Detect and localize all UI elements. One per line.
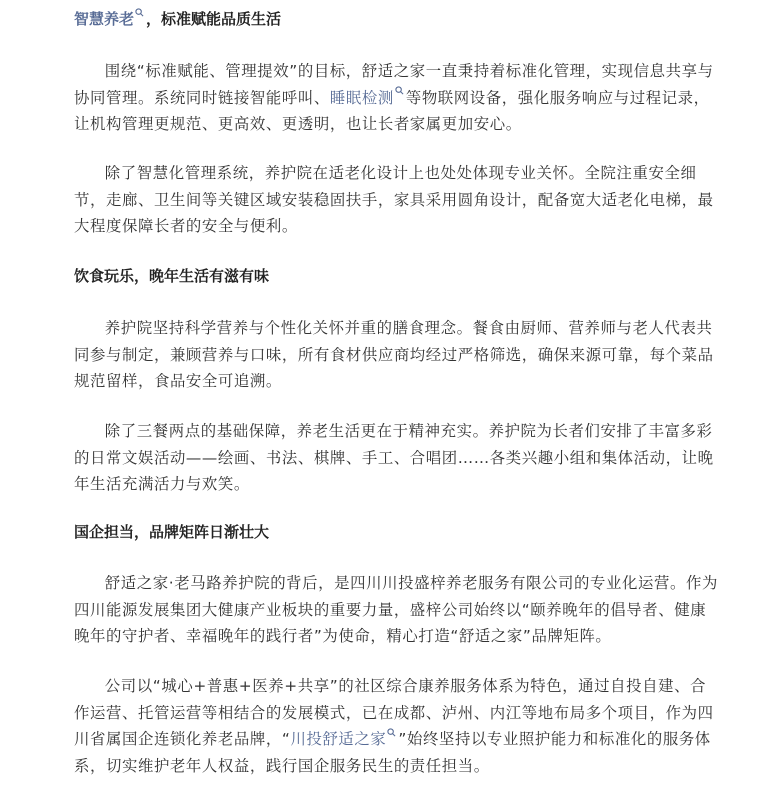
paragraph-text: 等物联网设备，强化服务响应与过程记录，让机构管理更规范、更高效、更透明，也让长者家属更加安心。 xyxy=(74,88,710,133)
search-icon[interactable] xyxy=(387,728,397,738)
paragraph-text: 公司以“城心+普惠+医养+共享”的社区综合康养服务体系为特色，通过自投自建、合作运营、托管运营等相结合的发展模式，已在成都、泸州、内江等地布局多个项目，作为四川省属国企连锁化养老品牌，“ xyxy=(74,677,714,748)
paragraph-text: 围绕“标准赋能、管理提效”的目标，舒适之家一直秉持着标准化管理，实现信息共享与协同管理。系统同时链接智能呼叫、 xyxy=(74,62,714,107)
keyword-link-brand[interactable]: 川投舒适之家 xyxy=(290,730,387,748)
paragraph-recreation: 除了三餐两点的基础保障，养老生活更在于精神充实。养护院为长者们安排了丰富多彩的日常文娱活动——绘画、书法、棋牌、手工、合唱团……各类兴趣小组和集体活动，让晚年生活充满活力与欢笑。 xyxy=(74,422,714,493)
section-heading-dining: 饮食玩乐，晚年生活有滋有味 xyxy=(74,267,270,285)
paragraph-nutrition: 养护院坚持科学营养与个性化关怀并重的膳食理念。餐食由厨师、营养师与老人代表共同参与制定，兼顾营养与口味，所有食材供应商均经过严格筛选，确保来源可靠，每个菜品规范留样，食品安全可追溯。 xyxy=(74,319,714,390)
section-heading-smart-care xyxy=(74,8,281,29)
paragraph-business-model xyxy=(74,673,722,779)
section-heading-text: ，标准赋能品质生活 xyxy=(146,10,282,28)
paragraph-operator: 舒适之家·老马路养护院的背后，是四川川投盛梓养老服务有限公司的专业化运营。作为四川能源发展集团大健康产业板块的重要力量，盛梓公司始终以“颐养晚年的倡导者、健康晚年的守护者、幸福晚年的践行者”为使命，精心打造“舒适之家”品牌矩阵。 xyxy=(74,574,718,645)
paragraph-standard-management xyxy=(74,58,722,138)
search-icon[interactable] xyxy=(395,86,405,96)
keyword-link-sleep-detection[interactable]: 睡眠检测 xyxy=(329,88,394,107)
section-heading-soe: 国企担当，品牌矩阵日渐壮大 xyxy=(74,523,270,541)
keyword-link-smart-care[interactable]: 智慧养老 xyxy=(74,10,135,28)
paragraph-text: ”始终坚持以专业照护能力和标准化的服务体系，切实维护老年人权益，践行国企服务民生的责任担当。 xyxy=(74,730,711,775)
paragraph-aging-design: 除了智慧化管理系统，养护院在适老化设计上也处处体现专业关怀。全院注重安全细节，走廊、卫生间等关键区域安装稳固扶手，家具采用圆角设计，配备宽大适老化电梯，最大程度保障长者的安全与便利。 xyxy=(74,164,714,235)
search-icon[interactable] xyxy=(135,8,145,18)
